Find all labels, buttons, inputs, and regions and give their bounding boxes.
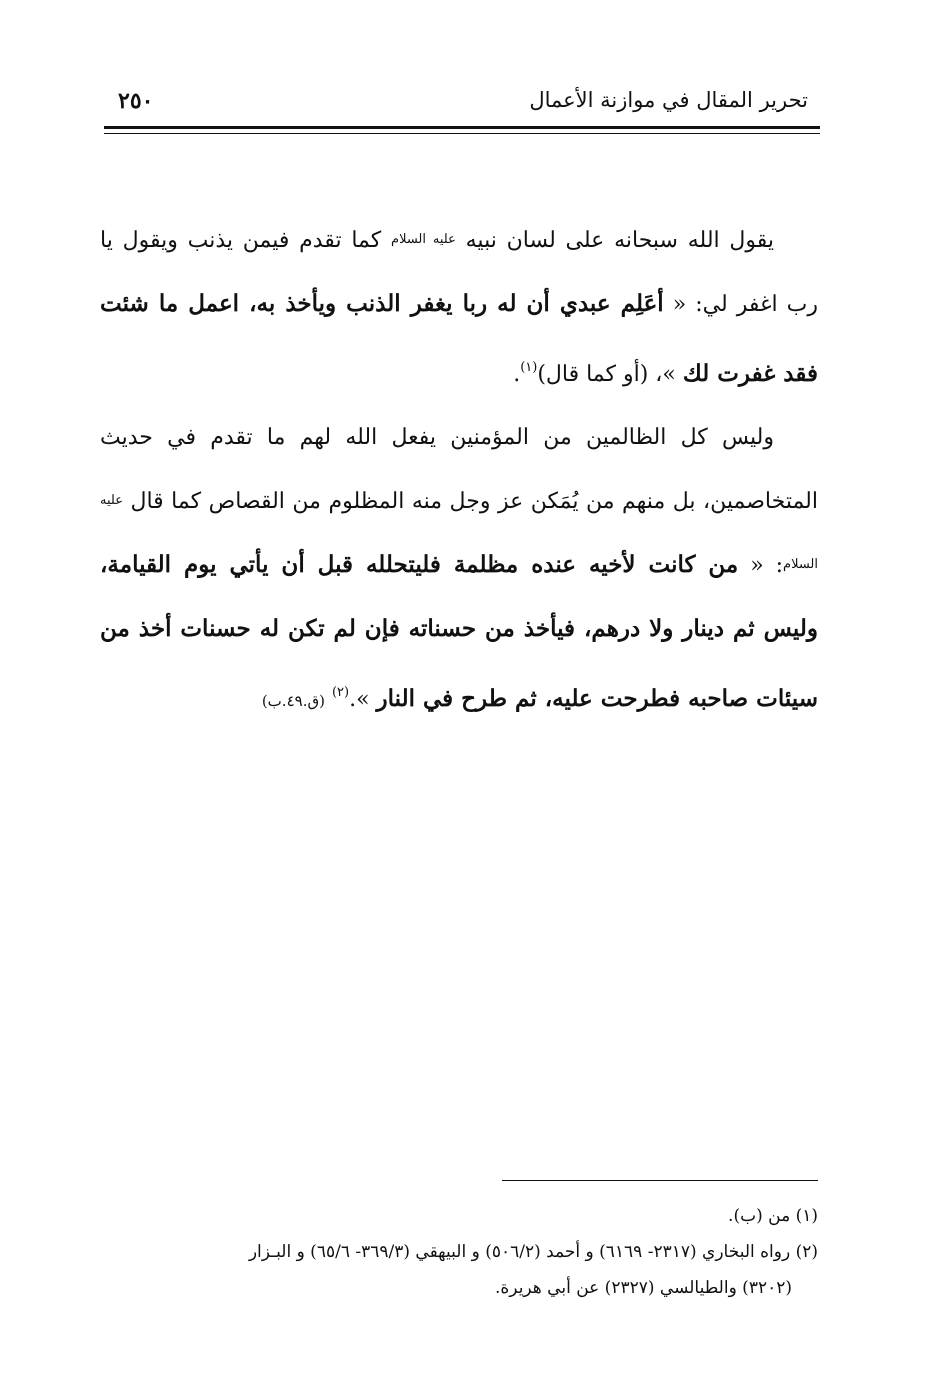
p1-text-1: يقول الله سبحانه على لسان نبيه: [465, 228, 775, 253]
honorific-symbol: عليه السلام: [391, 232, 456, 247]
p1-text-2: كما تقدم فيمن يذنب ويقول يا رب اغفر لي: «: [100, 228, 818, 317]
header-rule-thick: [104, 126, 820, 129]
p2-text-2: : «: [750, 553, 784, 578]
header-title: تحرير المقال في موازنة الأعمال: [529, 88, 808, 112]
p1-text-3: »، (أو كما قال): [537, 362, 676, 387]
footnotes: [86, 1198, 818, 1306]
honorific-symbol: عليه السلام: [100, 493, 819, 572]
p2-text-1: وليس كل الظالمين من المؤمنين يفعل الله لهم ما تقدم في حديث المتخاصمين، بل منهم من يُمَكن عز وجل منه المظلوم من القصاص كما قال: [100, 425, 818, 514]
main-text: [100, 208, 818, 733]
p2-text-3: ».: [349, 687, 370, 712]
page-number: ٢٥٠: [118, 88, 154, 114]
footnote-separator: [502, 1180, 818, 1181]
footnote-marker-1: (١): [520, 360, 538, 375]
footnote-1: (١) من (ب).: [728, 1206, 818, 1226]
p1-text-4: .: [513, 362, 521, 387]
footnote-2-line-1: (٢) رواه البخاري (٢٣١٧- ٦١٦٩) و أحمد (٥٠٦/٢) و البيهقي (٣٦٩/٣- ٦٥/٦) و البـزار: [248, 1242, 818, 1262]
hadith-quote-1: أعَلِم عبدي أن له ربا يغفر الذنب ويأخذ به، اعمل ما شئت فقد غفرت لك: [100, 290, 818, 387]
footnote-marker-2: (٢): [331, 685, 350, 700]
footnote-2-line-2: (٣٢٠٢) والطيالسي (٢٣٢٧) عن أبي هريرة.: [495, 1278, 792, 1298]
header-rule-thin: [104, 133, 820, 134]
manuscript-reference: (ق.٤٩.ب): [261, 692, 325, 710]
hadith-quote-2: من كانت لأخيه عنده مظلمة فليتحلله قبل أن يأتي يوم القيامة، وليس ثم دينار ولا درهم، فيأخذ من حسناته فإن لم تكن له حسنات أخذ من سيئات صاحبه فطرحت عليه، ثم طرح في النار: [100, 551, 818, 712]
paragraph-1: [100, 208, 818, 406]
running-header: [104, 86, 820, 122]
paragraph-2: [100, 406, 818, 733]
